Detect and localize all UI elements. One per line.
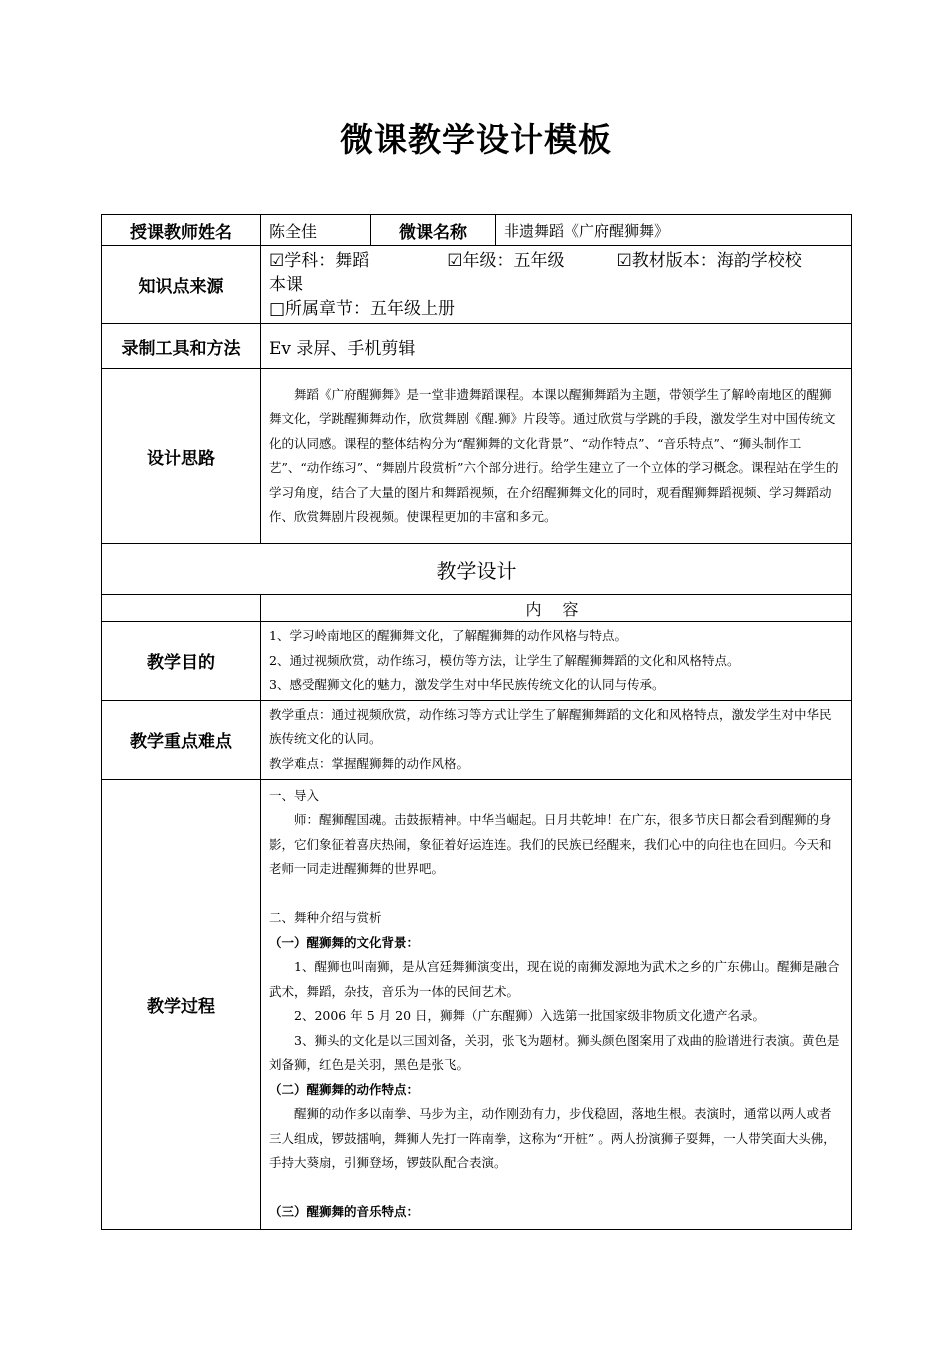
objectives-row (102, 622, 852, 701)
key-points-row (102, 700, 852, 779)
source-row (102, 246, 852, 324)
process-label: 教学过程 (102, 779, 261, 1229)
grade-checkbox-text: ☑年级：五年级 (447, 250, 565, 271)
intro-heading: 一、导入 (269, 787, 320, 803)
objective-item: 2、通过视频欣赏，动作练习，模仿等方法，让学生了解醒狮舞蹈的文化和风格特点。 (269, 652, 740, 668)
tools-value: Ev 录屏、手机剪辑 (261, 324, 852, 369)
teaching-design-row (102, 544, 852, 595)
teaching-focus: 教学重点：通过视频欣赏，动作练习等方式让学生了解醒狮舞蹈的文化和风格特点，激发学生对中华民族传统文化的认同。 (269, 706, 832, 747)
chapter-checkbox-text: □所属章节：五年级上册 (269, 298, 456, 319)
teacher-label: 授课教师姓名 (102, 215, 261, 246)
subject-checkbox-text: ☑学科：舞蹈 (269, 250, 370, 271)
culture-paragraph-1: 1、醒狮也叫南狮，是从宫廷舞狮演变出，现在说的南狮发源地为武术之乡的广东佛山。醒狮是融合武术，舞蹈，杂技，音乐为一体的民间艺术。 (269, 959, 840, 999)
tools-row (102, 324, 852, 369)
objective-item: 3、感受醒狮文化的魅力，激发学生对中华民族传统文化的认同与传承。 (269, 677, 665, 692)
section2-heading: 二、舞种介绍与赏析 (269, 910, 382, 925)
content-heading: 内 容 (261, 595, 852, 622)
design-idea-cell (261, 369, 852, 544)
objectives-cell (261, 622, 852, 701)
process-cell (261, 779, 852, 1229)
culture-paragraph-3: 3、狮头的文化是以三国刘备，关羽，张飞为题材。狮头颜色图案用了戏曲的脸谱进行表演。黄色是刘备狮，红色是关羽，黑色是张飞。 (269, 1032, 840, 1072)
textbook-continuation: 本课 (269, 274, 303, 295)
process-row (102, 779, 852, 1229)
objectives-label: 教学目的 (102, 622, 261, 701)
objective-item: 1、学习岭南地区的醒狮舞文化，了解醒狮舞的动作风格与特点。 (269, 628, 627, 643)
culture-paragraph-2: 2、2006 年 5 月 20 日，狮舞（广东醒狮）入选第一批国家级非物质文化遗产名录。 (294, 1008, 765, 1023)
page-title: 微课教学设计模板 (340, 120, 612, 159)
teaching-design-heading: 教学设计 (102, 544, 852, 595)
tools-label: 录制工具和方法 (102, 324, 261, 369)
source-details (261, 246, 852, 324)
culture-background-heading: （一）醒狮舞的文化背景： (269, 934, 420, 950)
key-points-label: 教学重点难点 (102, 700, 261, 779)
source-label: 知识点来源 (102, 246, 261, 324)
course-name: 非遗舞蹈《广府醒狮舞》 (496, 215, 852, 246)
key-points-cell (261, 700, 852, 779)
design-idea-text: 舞蹈《广府醒狮舞》是一堂非遗舞蹈课程。本课以醒狮舞蹈为主题，带领学生了解岭南地区的醒狮舞文化，学跳醒狮舞动作，欣赏舞剧《醒.狮》片段等。通过欣赏与学跳的手段，激发学生对中国传统文化的认同感。课程的整体结构分为“醒狮舞的文化背景”、“动作特点”、“音乐特点”、“狮头制作工艺”、“动作练习”、“舞剧片段赏析”六个部分进行。给学生建立了一个立体的学习概念。课程站在学生的学习角度，结合了大量的图片和舞蹈视频，在介绍醒狮舞文化的同时，观看醒狮舞蹈视频、学习舞蹈动作、欣赏舞剧片段视频。使课程更加的丰富和多元。 (269, 386, 839, 524)
design-idea-row (102, 369, 852, 544)
content-heading-row (102, 595, 852, 622)
intro-text: 师：醒狮醒国魂。击鼓振精神。中华当崛起。日月共乾坤！在广东，很多节庆日都会看到醒狮的身影，它们象征着喜庆热闹，象征着好运连连。我们的民族已经醒来，我们心中的向往也在回归。今天和老师一同走进醒狮舞的世界吧。 (269, 812, 832, 876)
textbook-checkbox-text: ☑教材版本：海韵学校校 (616, 250, 802, 271)
music-features-heading: （三）醒狮舞的音乐特点： (269, 1204, 420, 1219)
teaching-difficulty: 教学难点：掌握醒狮舞的动作风格。 (269, 755, 470, 771)
movement-features-text: 醒狮的动作多以南拳、马步为主，动作刚劲有力，步伐稳固，落地生根。表演时，通常以两人或者三人组成，锣鼓擂响，舞狮人先打一阵南拳，这称为“开桩” 。两人扮演狮子耍舞，一人带笑面大头佛，手持大葵扇，引狮登场，锣鼓队配合表演。 (269, 1106, 836, 1170)
content-heading-blank (102, 595, 261, 622)
design-idea-label: 设计思路 (102, 369, 261, 544)
teacher-name: 陈全佳 (261, 215, 371, 246)
lesson-design-table (101, 214, 852, 1230)
movement-features-heading: （二）醒狮舞的动作特点： (269, 1081, 420, 1097)
course-label: 微课名称 (371, 215, 496, 246)
header-row (102, 215, 852, 246)
